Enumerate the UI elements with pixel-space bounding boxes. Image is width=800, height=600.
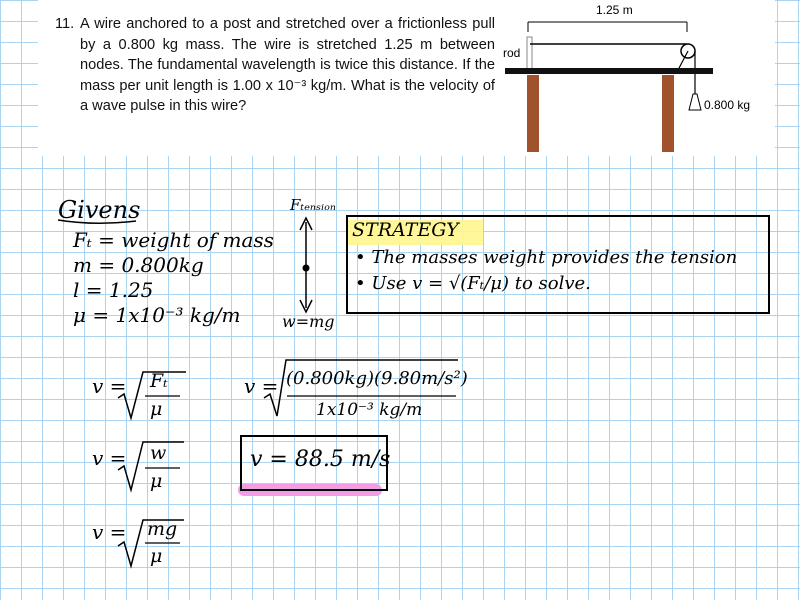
eq3-lhs: v = [92,520,127,544]
given-line-1: Fₜ = weight of mass [73,228,274,252]
mass-label: 0.800 kg [704,98,751,112]
rod-label: rod [503,46,521,60]
given-line-4: μ = 1x10⁻³ kg/m [73,303,241,327]
eq1-numerator: Fₜ [150,370,168,392]
weight-label: w=mg [282,312,335,331]
given-line-2: m = 0.800kg [73,253,204,277]
table-leg-left [527,75,539,152]
substitution-lhs: v = [244,374,279,398]
givens-title: Givens [58,196,141,224]
hanging-mass-icon [689,94,701,110]
strategy-title: STRATEGY [352,219,459,241]
eq2-numerator: w [150,442,167,464]
length-label: 1.25 m [596,3,633,17]
rod-post [527,37,532,69]
eq2-lhs: v = [92,446,127,470]
problem-number: 11. [55,16,75,32]
given-line-3: l = 1.25 [73,278,154,302]
eq3-denominator: μ [150,545,163,567]
eq1-denominator: μ [150,398,163,420]
strategy-bullet-2: • Use v = √(Fₜ/μ) to solve. [355,273,591,294]
problem-body: A wire anchored to a post and stretched over a frictionless pull by a 0.800 kg mass. The wire is stretched 1.25 m between nodes. The fundamental wavelength is twice this distance. If the mass per unit length is 1.00 x 10⁻³ kg/m. What is the velocity of a wave pulse in this wire? [80,16,495,114]
eq2-denominator: μ [150,470,163,492]
eq1-lhs: v = [92,374,127,398]
table-top [505,68,713,74]
final-answer: v = 88.5 m/s [250,447,391,472]
strategy-bullet-1: • The masses weight provides the tension [355,247,738,268]
substitution-denominator: 1x10⁻³ kg/m [316,400,423,420]
tension-label: Fₜₑₙₛᵢₒₙ [290,196,336,214]
table-leg-right [662,75,674,152]
mass-point-icon [303,265,310,272]
eq3-numerator: mg [147,518,178,540]
substitution-numerator: (0.800kg)(9.80m/s²) [286,368,468,389]
